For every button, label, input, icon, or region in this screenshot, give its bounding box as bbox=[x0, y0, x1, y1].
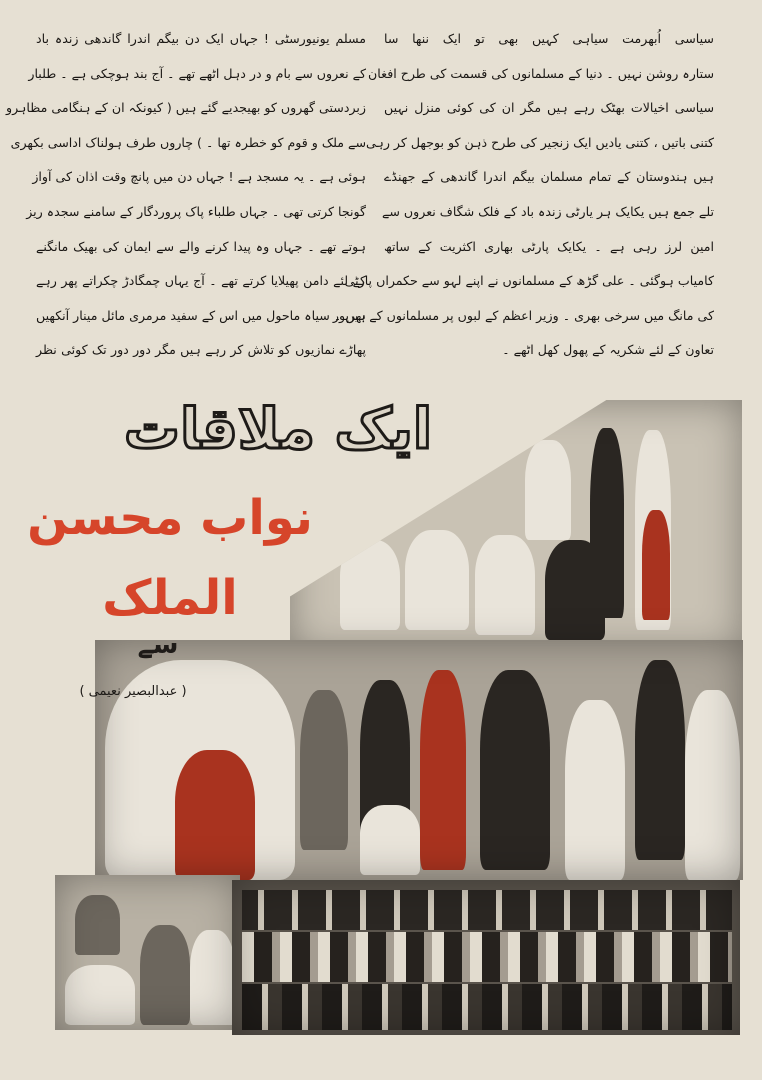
article-line: گونجا کرتی تھی ۔ جہاں طلباء پاک پروردگار کے سامنے سجدہ ریز bbox=[26, 203, 366, 219]
article-line: کی مانگ میں سرخی بھری ۔ وزیر اعظم کے لبوں پر مسلمانوں کے بھرپور bbox=[332, 307, 714, 323]
article-line: زبردستی گھروں کو بھیجدیے گئے ہیں ( کیونکہ ان کے ہنگامی مظاہرو bbox=[6, 100, 366, 116]
article-line: امین لرز رہی ہے ۔ یکایک پارٹی بھاری اکثریت کے ساتھ bbox=[384, 238, 714, 254]
article-line: تلے جمع ہیں یکایک ہر یارٹی زندہ باد کے فلک شگاف نعروں سے bbox=[381, 203, 714, 219]
article-line: ہوئی ہے ۔ یہ مسجد ہے ! جہاں دن میں پانچ وقت اذان کی آواز bbox=[32, 169, 366, 185]
photo-students-lounging bbox=[55, 875, 240, 1030]
feature-postposition: سے bbox=[137, 630, 179, 660]
article-line: ستارہ روشن نہیں ۔ دنیا کے مسلمانوں کی قسمت کی طرح افغان bbox=[368, 65, 714, 81]
photo-shade bbox=[95, 640, 743, 880]
article-line: تعاون کے لئے شکریہ کے پھول کھل اٹھے ۔ bbox=[502, 342, 714, 358]
article-line: کتنی باتیں ، کتنی یادیں ایک زنجیر کی طرح ذہن کو بوجھل کر رہی bbox=[365, 134, 714, 150]
article-line: سے ملک و قوم کو خطرہ تھا ۔ ) چاروں طرف ہولناک اداسی بکھری bbox=[10, 134, 366, 150]
feature-title: ایک ملاقات bbox=[123, 397, 433, 462]
photo-students-standing bbox=[95, 640, 743, 880]
photo-group bbox=[232, 880, 740, 1035]
article-line: کامیاب ہوگئی ۔ علی گڑھ کے مسلمانوں نے اپنے لہو سے حکمراں پارٹی bbox=[344, 273, 714, 289]
photo-shade bbox=[55, 875, 240, 1030]
article-line: کے نعروں سے بام و در دہل اٹھے تھے ۔ آج بند ہوچکی ہے ۔ طلبار bbox=[28, 65, 366, 81]
article-line: مسلم یونیورسٹی ! جہاں ایک دن بیگم اندرا گاندھی زندہ باد bbox=[36, 31, 366, 46]
article-line: سیاسی اخیالات بھٹک رہے ہیں مگر ان کی کوئی منزل نہیں bbox=[384, 100, 714, 116]
article-line: ہیں ۔ سیاہ ماحول میں اس کے سفید مرمری مائل مینار آنکھیں bbox=[36, 307, 366, 323]
article-line: پھاڑے نمازیوں کو تلاش کر رہے ہیں مگر دور دور تک کوئی نظر bbox=[36, 342, 366, 358]
author-byline: ( عبدالبصیر نعیمی ) bbox=[79, 684, 187, 699]
article-line: ہوتے تھے ۔ جہاں وہ پیدا کرنے والے سے ایمان کی بھیک مانگنے bbox=[36, 238, 366, 254]
article-column-right bbox=[332, 22, 714, 368]
feature-subject: نواب محسن الملک bbox=[27, 490, 313, 626]
article-line: کے لئے دامن پھیلایا کرتے تھے ۔ آج یہاں چمگادڑ چکراتے پھر رہے bbox=[36, 273, 366, 289]
article-line: ہیں ہندوستان کے تمام مسلمان بیگم اندرا گاندھی کے جھنڈے bbox=[384, 169, 714, 185]
article-column-left bbox=[6, 22, 366, 368]
article-line: سیاسی اُبھرمت سیاہی کہیں بھی تو ایک ننھا سا bbox=[384, 31, 714, 46]
photo-shade bbox=[232, 880, 740, 1035]
